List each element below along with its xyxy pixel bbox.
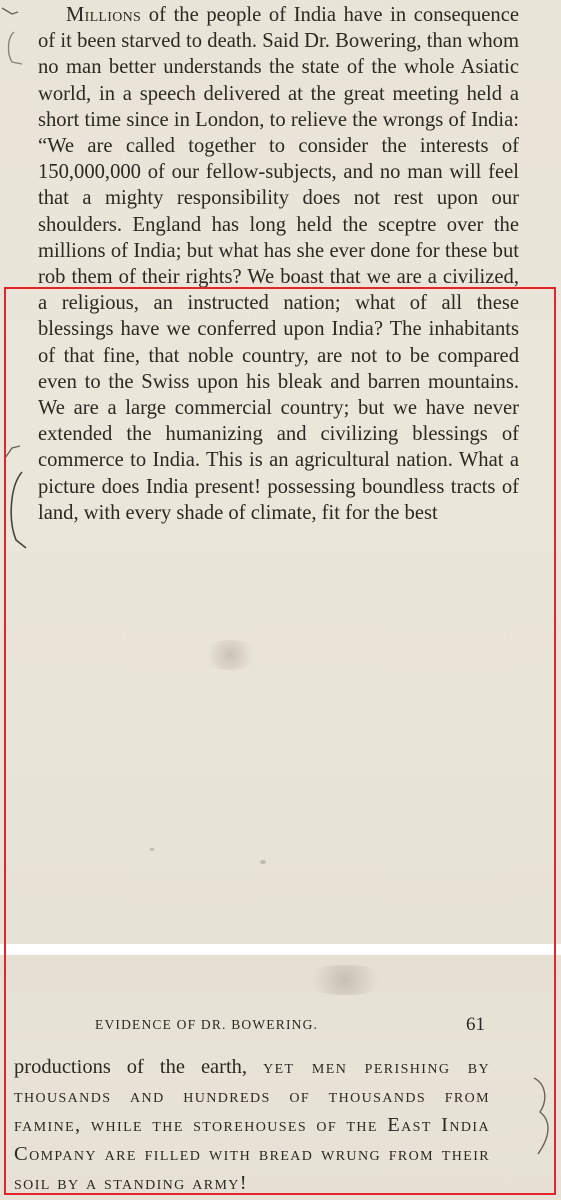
upper-page-text: of the people of India have in consequence of it been starved to death. Said Dr. Bowering, than whom no man better understands the state of the whole Asiatic world, in a speech delivered at the great meeting held a short time since in London, to relieve the wrongs of India: “We are called together to consider the interests of 150,000,000 of our fellow-subjects, and no man will feel that a mighty responsibility does not rest upon our shoulders. England has long held the sceptre over the millions of India; but what has she ever done for these but rob them of their rights? We boast that we are a civilized, a religious, an instructed nation; what of all these blessings have we conferred upon India? The inhabitants of that fine, that noble country, are not to be compared even to the Swiss upon his bleak and barren mountains. We are a large commercial country; but we have never extended the humanizing and civilizing blessings of commerce to India. This is an agricultural nation. What a picture does India present! possessing boundless tracts of land, with every shade of climate, fit for the best — [38, 4, 519, 524]
page-number: 61 — [466, 1014, 485, 1035]
running-head: EVIDENCE OF DR. BOWERING. — [95, 1017, 319, 1032]
bracket-mark-middle-left-icon — [4, 468, 30, 552]
page-gap — [0, 944, 561, 955]
lower-page-plain-text: productions of the earth, — [14, 1056, 248, 1078]
lower-page-paragraph — [14, 1053, 490, 1198]
bracket-mark-top-left-icon — [2, 28, 26, 68]
lead-word: Millions — [66, 4, 142, 26]
tick-mark-middle-left-icon — [2, 442, 26, 466]
upper-page-paragraph — [38, 2, 519, 526]
lower-page-small-caps-text: yet men perishing by thousands and hundreds of thousands from famine, while the storehouses of the East India Company are filled with bread wrung from their soil by a standing army! — [14, 1056, 491, 1194]
tick-mark-top-left-icon — [0, 0, 22, 22]
